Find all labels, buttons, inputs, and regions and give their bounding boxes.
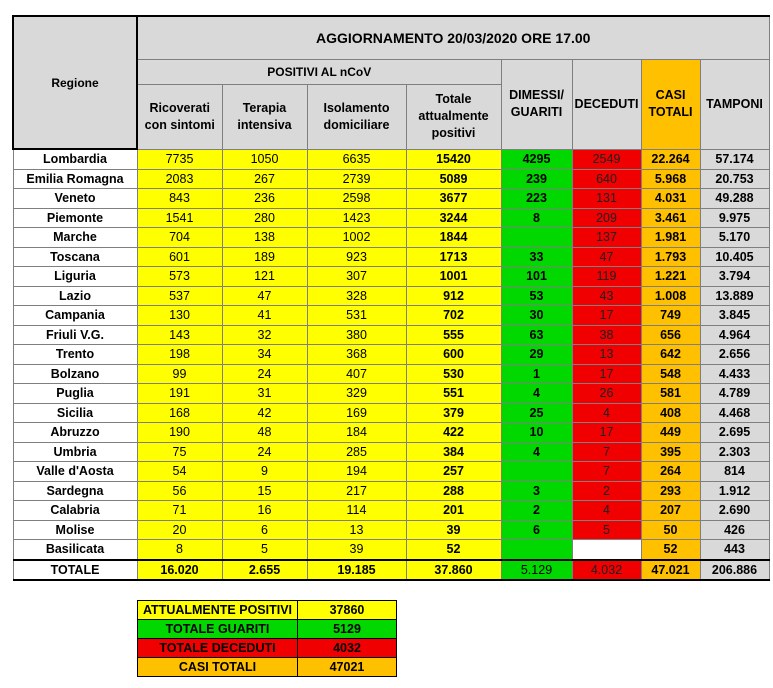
region-name: Valle d'Aosta [13,462,137,482]
deceduti-cell: 209 [572,208,641,228]
positivi-cell: 5089 [406,169,501,189]
region-name: Liguria [13,267,137,287]
casi-totali-cell: 1.793 [641,247,700,267]
region-name: Sicilia [13,403,137,423]
table-row [13,403,769,423]
deceduti-cell: 4 [572,501,641,521]
positivi-cell: 555 [406,325,501,345]
summary-table [137,600,397,677]
positivi-cell: 1001 [406,267,501,287]
ricoverati-cell: 20 [137,520,222,540]
region-name: Bolzano [13,364,137,384]
terapia-cell: 24 [222,364,307,384]
region-name: Marche [13,228,137,248]
totals-terapia: 2.655 [222,560,307,580]
positivi-cell: 52 [406,540,501,560]
ricoverati-cell: 54 [137,462,222,482]
positivi-cell: 600 [406,345,501,365]
positivi-cell: 379 [406,403,501,423]
isolamento-cell: 531 [307,306,406,326]
deceduti-cell [572,540,641,560]
region-name: Piemonte [13,208,137,228]
deceduti-cell: 17 [572,423,641,443]
isolamento-cell: 169 [307,403,406,423]
tamponi-cell: 9.975 [700,208,769,228]
tamponi-cell: 49.288 [700,189,769,209]
guariti-cell: 223 [501,189,572,209]
totals-isolamento: 19.185 [307,560,406,580]
casi-totali-cell: 581 [641,384,700,404]
table-row [13,149,769,169]
ricoverati-cell: 71 [137,501,222,521]
terapia-cell: 138 [222,228,307,248]
positivi-cell: 15420 [406,149,501,169]
ricoverati-cell: 843 [137,189,222,209]
region-name: Lombardia [13,149,137,169]
deceduti-cell: 17 [572,364,641,384]
guariti-cell: 6 [501,520,572,540]
casi-totali-cell: 264 [641,462,700,482]
covid-regions-table [12,15,770,581]
terapia-cell: 5 [222,540,307,560]
isolamento-cell: 194 [307,462,406,482]
terapia-cell: 6 [222,520,307,540]
summary-label: ATTUALMENTE POSITIVI [138,601,298,620]
table-row [13,189,769,209]
isolamento-cell: 114 [307,501,406,521]
casi-totali-cell: 5.968 [641,169,700,189]
tamponi-cell: 3.794 [700,267,769,287]
guariti-cell: 33 [501,247,572,267]
guariti-cell: 1 [501,364,572,384]
table-row [13,540,769,560]
isolamento-cell: 13 [307,520,406,540]
tamponi-cell: 4.964 [700,325,769,345]
isolamento-cell: 2739 [307,169,406,189]
positivi-cell: 912 [406,286,501,306]
deceduti-cell: 13 [572,345,641,365]
totals-tamponi: 206.886 [700,560,769,580]
region-name: Abruzzo [13,423,137,443]
page-title: AGGIORNAMENTO 20/03/2020 ORE 17.00 [137,16,769,59]
guariti-cell [501,462,572,482]
deceduti-cell: 2549 [572,149,641,169]
tamponi-cell: 2.656 [700,345,769,365]
totals-positivi: 37.860 [406,560,501,580]
summary-value: 47021 [298,658,397,677]
table-row [13,208,769,228]
guariti-cell [501,228,572,248]
guariti-cell: 63 [501,325,572,345]
guariti-cell: 4 [501,384,572,404]
table-row [13,325,769,345]
totals-ricoverati: 16.020 [137,560,222,580]
region-name: Molise [13,520,137,540]
terapia-cell: 121 [222,267,307,287]
casi-totali-cell: 50 [641,520,700,540]
deceduti-cell: 47 [572,247,641,267]
guariti-cell: 30 [501,306,572,326]
casi-totali-cell: 22.264 [641,149,700,169]
ricoverati-cell: 198 [137,345,222,365]
terapia-cell: 1050 [222,149,307,169]
deceduti-cell: 2 [572,481,641,501]
guariti-cell: 4295 [501,149,572,169]
positivi-cell: 39 [406,520,501,540]
ricoverati-cell: 1541 [137,208,222,228]
header-tamponi: TAMPONI [700,59,769,149]
isolamento-cell: 329 [307,384,406,404]
positivi-cell: 1713 [406,247,501,267]
guariti-cell: 101 [501,267,572,287]
terapia-cell: 9 [222,462,307,482]
ricoverati-cell: 190 [137,423,222,443]
summary-row [138,639,397,658]
ricoverati-cell: 75 [137,442,222,462]
table-row [13,520,769,540]
positivi-cell: 3244 [406,208,501,228]
ricoverati-cell: 143 [137,325,222,345]
guariti-cell: 4 [501,442,572,462]
tamponi-cell: 4.433 [700,364,769,384]
tamponi-cell: 2.690 [700,501,769,521]
summary-row [138,601,397,620]
casi-totali-cell: 1.981 [641,228,700,248]
table-row [13,169,769,189]
isolamento-cell: 285 [307,442,406,462]
region-name: Campania [13,306,137,326]
table-row [13,501,769,521]
guariti-cell: 25 [501,403,572,423]
table-row [13,267,769,287]
positivi-cell: 422 [406,423,501,443]
summary-row [138,620,397,639]
ricoverati-cell: 99 [137,364,222,384]
totals-row [13,560,769,580]
isolamento-cell: 1002 [307,228,406,248]
table-row [13,345,769,365]
positivi-cell: 3677 [406,189,501,209]
region-name: Basilicata [13,540,137,560]
tamponi-cell: 2.695 [700,423,769,443]
ricoverati-cell: 7735 [137,149,222,169]
casi-totali-cell: 749 [641,306,700,326]
summary-value: 37860 [298,601,397,620]
casi-totali-cell: 293 [641,481,700,501]
ricoverati-cell: 2083 [137,169,222,189]
guariti-cell: 2 [501,501,572,521]
terapia-cell: 24 [222,442,307,462]
tamponi-cell: 10.405 [700,247,769,267]
header-casi-totali: CASI TOTALI [641,59,700,149]
region-name: Umbria [13,442,137,462]
terapia-cell: 42 [222,403,307,423]
guariti-cell: 8 [501,208,572,228]
ricoverati-cell: 130 [137,306,222,326]
isolamento-cell: 328 [307,286,406,306]
terapia-cell: 32 [222,325,307,345]
isolamento-cell: 368 [307,345,406,365]
table-row [13,286,769,306]
casi-totali-cell: 1.008 [641,286,700,306]
summary-value: 5129 [298,620,397,639]
tamponi-cell: 1.912 [700,481,769,501]
table-row [13,423,769,443]
casi-totali-cell: 52 [641,540,700,560]
header-dimessi: DIMESSI/ GUARITI [501,59,572,149]
guariti-cell: 53 [501,286,572,306]
casi-totali-cell: 207 [641,501,700,521]
header-isolamento: Isolamento domiciliare [307,84,406,149]
summary-label: TOTALE DECEDUTI [138,639,298,658]
guariti-cell [501,540,572,560]
casi-totali-cell: 449 [641,423,700,443]
table-row [13,442,769,462]
totals-deceduti: 4.032 [572,560,641,580]
isolamento-cell: 380 [307,325,406,345]
casi-totali-cell: 3.461 [641,208,700,228]
deceduti-cell: 7 [572,442,641,462]
terapia-cell: 47 [222,286,307,306]
ricoverati-cell: 191 [137,384,222,404]
tamponi-cell: 13.889 [700,286,769,306]
terapia-cell: 48 [222,423,307,443]
isolamento-cell: 1423 [307,208,406,228]
summary-value: 4032 [298,639,397,658]
header-region: Regione [13,16,137,149]
region-name: Calabria [13,501,137,521]
positivi-cell: 551 [406,384,501,404]
deceduti-cell: 119 [572,267,641,287]
region-name: Emilia Romagna [13,169,137,189]
deceduti-cell: 640 [572,169,641,189]
casi-totali-cell: 1.221 [641,267,700,287]
positivi-cell: 288 [406,481,501,501]
terapia-cell: 280 [222,208,307,228]
tamponi-cell: 20.753 [700,169,769,189]
deceduti-cell: 38 [572,325,641,345]
table-row [13,228,769,248]
region-name: Trento [13,345,137,365]
region-name: Friuli V.G. [13,325,137,345]
ricoverati-cell: 537 [137,286,222,306]
positivi-cell: 201 [406,501,501,521]
guariti-cell: 29 [501,345,572,365]
tamponi-cell: 443 [700,540,769,560]
deceduti-cell: 5 [572,520,641,540]
deceduti-cell: 131 [572,189,641,209]
totals-guariti: 5.129 [501,560,572,580]
region-name: Veneto [13,189,137,209]
isolamento-cell: 307 [307,267,406,287]
terapia-cell: 41 [222,306,307,326]
positivi-cell: 702 [406,306,501,326]
deceduti-cell: 137 [572,228,641,248]
isolamento-cell: 39 [307,540,406,560]
tamponi-cell: 57.174 [700,149,769,169]
header-totale-positivi: Totale attualmente positivi [406,84,501,149]
isolamento-cell: 6635 [307,149,406,169]
ricoverati-cell: 8 [137,540,222,560]
region-name: Sardegna [13,481,137,501]
ricoverati-cell: 56 [137,481,222,501]
deceduti-cell: 26 [572,384,641,404]
ricoverati-cell: 168 [137,403,222,423]
terapia-cell: 267 [222,169,307,189]
tamponi-cell: 4.468 [700,403,769,423]
totals-casi: 47.021 [641,560,700,580]
deceduti-cell: 43 [572,286,641,306]
casi-totali-cell: 408 [641,403,700,423]
isolamento-cell: 2598 [307,189,406,209]
casi-totali-cell: 4.031 [641,189,700,209]
tamponi-cell: 2.303 [700,442,769,462]
table-row [13,462,769,482]
terapia-cell: 189 [222,247,307,267]
tamponi-cell: 426 [700,520,769,540]
summary-label: CASI TOTALI [138,658,298,677]
isolamento-cell: 184 [307,423,406,443]
summary-label: TOTALE GUARITI [138,620,298,639]
header-ricoverati: Ricoverati con sintomi [137,84,222,149]
positivi-cell: 257 [406,462,501,482]
casi-totali-cell: 395 [641,442,700,462]
table-row [13,384,769,404]
terapia-cell: 34 [222,345,307,365]
ricoverati-cell: 601 [137,247,222,267]
header-terapia: Terapia intensiva [222,84,307,149]
region-name: Puglia [13,384,137,404]
deceduti-cell: 17 [572,306,641,326]
region-name: Toscana [13,247,137,267]
table-row [13,481,769,501]
terapia-cell: 15 [222,481,307,501]
ricoverati-cell: 704 [137,228,222,248]
ricoverati-cell: 573 [137,267,222,287]
isolamento-cell: 217 [307,481,406,501]
tamponi-cell: 3.845 [700,306,769,326]
tamponi-cell: 5.170 [700,228,769,248]
isolamento-cell: 923 [307,247,406,267]
isolamento-cell: 407 [307,364,406,384]
totals-label: TOTALE [13,560,137,580]
casi-totali-cell: 656 [641,325,700,345]
table-row [13,364,769,384]
terapia-cell: 31 [222,384,307,404]
region-name: Lazio [13,286,137,306]
table-row [13,306,769,326]
casi-totali-cell: 642 [641,345,700,365]
terapia-cell: 16 [222,501,307,521]
positivi-cell: 1844 [406,228,501,248]
header-deceduti: DECEDUTI [572,59,641,149]
summary-row [138,658,397,677]
header-positivi-group: POSITIVI AL nCoV [137,59,501,84]
positivi-cell: 530 [406,364,501,384]
casi-totali-cell: 548 [641,364,700,384]
positivi-cell: 384 [406,442,501,462]
terapia-cell: 236 [222,189,307,209]
tamponi-cell: 814 [700,462,769,482]
tamponi-cell: 4.789 [700,384,769,404]
table-row [13,247,769,267]
guariti-cell: 10 [501,423,572,443]
deceduti-cell: 7 [572,462,641,482]
deceduti-cell: 4 [572,403,641,423]
guariti-cell: 239 [501,169,572,189]
guariti-cell: 3 [501,481,572,501]
